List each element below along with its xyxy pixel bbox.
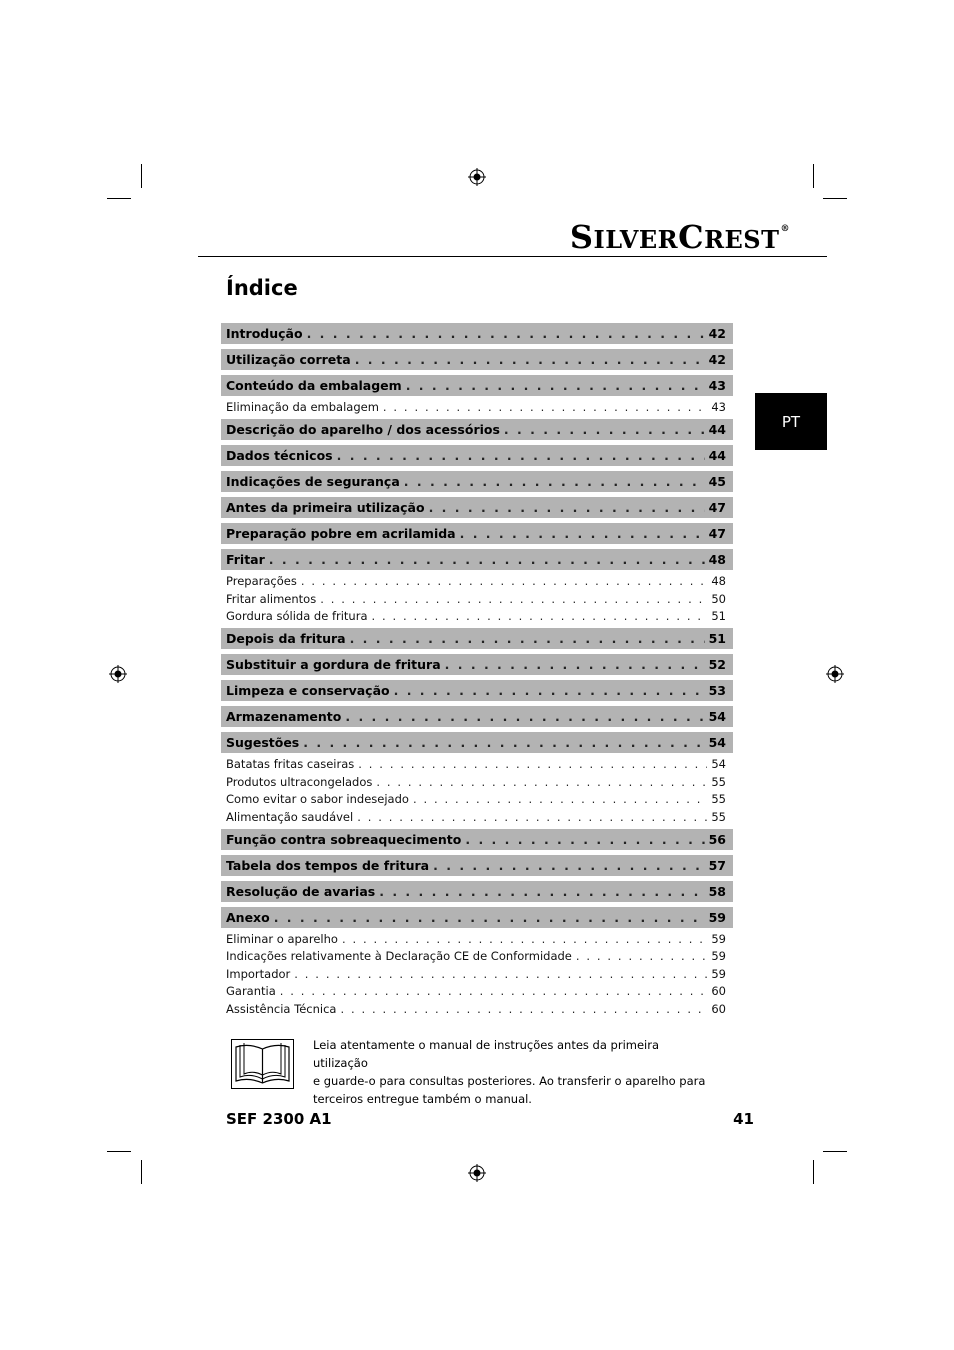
toc-label: Antes da primeira utilização xyxy=(226,500,425,515)
toc-section-row xyxy=(221,445,733,466)
toc-leader-dots xyxy=(465,832,704,847)
toc-section-row xyxy=(221,680,733,701)
toc-leader-dots xyxy=(340,1002,707,1016)
toc-page-number: 43 xyxy=(711,400,726,414)
toc-page-number: 48 xyxy=(711,574,726,588)
registration-mark-icon xyxy=(109,665,127,683)
toc-page-number: 44 xyxy=(708,422,726,437)
toc-page-number: 42 xyxy=(708,326,726,341)
toc-section-row xyxy=(221,471,733,492)
toc-page-number: 42 xyxy=(708,352,726,367)
toc-leader-dots xyxy=(345,709,704,724)
toc-label: Eliminar o aparelho xyxy=(226,931,338,946)
toc-leader-dots xyxy=(357,810,707,824)
toc-leader-dots xyxy=(576,949,707,963)
toc-page-number: 59 xyxy=(711,931,726,946)
toc-label: Sugestões xyxy=(226,735,300,750)
language-tab-label: PT xyxy=(781,412,801,431)
header-rule xyxy=(198,256,827,257)
toc-page-number: 60 xyxy=(711,984,726,998)
toc-subsection-row xyxy=(221,966,733,982)
crop-mark xyxy=(141,164,142,188)
toc-page-number: 47 xyxy=(708,526,726,541)
toc-leader-dots xyxy=(294,967,707,981)
crop-mark xyxy=(823,1151,847,1152)
toc-section-row xyxy=(221,706,733,727)
toc-subsection-row xyxy=(221,608,733,624)
registration-mark-icon xyxy=(468,1164,486,1182)
toc-leader-dots xyxy=(280,984,708,998)
open-book-icon xyxy=(231,1039,294,1089)
toc-label: Resolução de avarias xyxy=(226,883,376,899)
page-title: Índice xyxy=(226,276,298,300)
toc-page-number: 58 xyxy=(708,883,726,899)
toc-leader-dots xyxy=(394,683,705,698)
toc-section-row xyxy=(221,907,733,928)
toc-leader-dots xyxy=(355,352,705,367)
toc-subsection-row xyxy=(221,399,733,415)
toc-subsection-row xyxy=(221,1001,733,1017)
registration-mark-icon xyxy=(826,665,844,683)
toc-page-number: 55 xyxy=(711,809,726,824)
instruction-note xyxy=(313,1036,713,1108)
registration-mark-icon xyxy=(468,168,486,186)
toc-section-row xyxy=(221,829,733,850)
toc-leader-dots xyxy=(320,592,707,606)
toc-label: Importador xyxy=(226,966,291,981)
toc-section-row xyxy=(221,349,733,370)
toc-label: Fritar alimentos xyxy=(226,591,317,606)
toc-page-number: 47 xyxy=(708,500,726,515)
toc-label: Assistência Técnica xyxy=(226,1001,337,1016)
toc-label: Preparações xyxy=(226,574,297,588)
toc-label: Utilização correta xyxy=(226,352,351,367)
toc-subsection-row xyxy=(221,774,733,790)
toc-label: Conteúdo da embalagem xyxy=(226,378,402,393)
toc-subsection-row xyxy=(221,591,733,607)
toc-leader-dots xyxy=(460,526,705,541)
toc-leader-dots xyxy=(274,910,705,925)
toc-section-row xyxy=(221,323,733,344)
toc-leader-dots xyxy=(358,757,707,771)
toc-label: Introdução xyxy=(226,326,303,341)
toc-page-number: 54 xyxy=(708,709,726,724)
toc-leader-dots xyxy=(445,657,705,672)
toc-label: Produtos ultracongelados xyxy=(226,774,373,789)
crop-mark xyxy=(141,1160,142,1184)
toc-page-number: 52 xyxy=(708,657,726,672)
toc-page-number: 53 xyxy=(708,683,726,698)
toc-leader-dots xyxy=(504,422,705,437)
toc-leader-dots xyxy=(429,500,705,515)
toc-label: Indicações de segurança xyxy=(226,474,400,489)
toc-leader-dots xyxy=(269,552,705,567)
toc-label: Descrição do aparelho / dos acessórios xyxy=(226,422,500,437)
toc-page-number: 59 xyxy=(711,949,726,963)
toc-page-number: 55 xyxy=(711,774,726,789)
toc-label: Garantia xyxy=(226,984,276,998)
toc-label: Dados técnicos xyxy=(226,448,333,463)
toc-leader-dots xyxy=(413,792,707,806)
toc-page-number: 51 xyxy=(711,609,726,623)
toc-section-row xyxy=(221,375,733,396)
toc-page-number: 43 xyxy=(708,378,726,393)
toc-label: Gordura sólida de fritura xyxy=(226,609,368,623)
toc-section-row xyxy=(221,419,733,440)
toc-leader-dots xyxy=(404,474,705,489)
toc-section-row xyxy=(221,549,733,570)
toc-subsection-row xyxy=(221,983,733,999)
toc-label: Tabela dos tempos de fritura xyxy=(226,857,430,873)
toc-page-number: 57 xyxy=(708,857,726,873)
toc-label: Função contra sobreaquecimento xyxy=(226,831,462,847)
toc-label: Substituir a gordura de fritura xyxy=(226,657,441,672)
toc-page-number: 59 xyxy=(708,909,726,925)
toc-section-row xyxy=(221,628,733,649)
toc-leader-dots xyxy=(406,378,705,393)
toc-page-number: 54 xyxy=(711,757,726,771)
toc-page-number: 45 xyxy=(708,474,726,489)
toc-label: Fritar xyxy=(226,552,265,567)
toc-leader-dots xyxy=(301,574,708,588)
toc-label: Limpeza e conservação xyxy=(226,683,390,698)
toc-label: Alimentação saudável xyxy=(226,809,354,824)
toc-page-number: 51 xyxy=(708,631,726,646)
toc-page-number: 48 xyxy=(708,552,726,567)
toc-subsection-row xyxy=(221,756,733,772)
crop-mark xyxy=(813,164,814,188)
toc-subsection-row xyxy=(221,948,733,964)
toc-leader-dots xyxy=(379,884,704,899)
toc-label: Armazenamento xyxy=(226,709,342,724)
toc-section-row xyxy=(221,732,733,753)
toc-label: Depois da fritura xyxy=(226,631,346,646)
toc-page-number: 55 xyxy=(711,792,726,806)
toc-leader-dots xyxy=(372,609,708,623)
language-tab xyxy=(755,393,827,450)
crop-mark xyxy=(107,198,131,199)
toc-section-row xyxy=(221,523,733,544)
toc-leader-dots xyxy=(376,775,707,789)
toc-page-number: 59 xyxy=(711,966,726,981)
toc-page-number: 44 xyxy=(708,448,726,463)
toc-section-row xyxy=(221,881,733,902)
toc-subsection-row xyxy=(221,573,733,589)
toc-label: Eliminação da embalagem xyxy=(226,400,379,414)
toc-label: Anexo xyxy=(226,909,270,925)
page-number: 41 xyxy=(733,1110,754,1128)
toc-page-number: 54 xyxy=(708,735,726,750)
toc-leader-dots xyxy=(433,858,704,873)
toc-label: Batatas fritas caseiras xyxy=(226,757,355,771)
toc-section-row xyxy=(221,654,733,675)
toc-section-row xyxy=(221,497,733,518)
note-line: terceiros entregue também o manual. xyxy=(313,1092,532,1106)
toc-leader-dots xyxy=(337,448,705,463)
note-line: Leia atentamente o manual de instruções antes da primeira utilização xyxy=(313,1038,660,1070)
toc-label: Como evitar o sabor indesejado xyxy=(226,792,409,806)
toc-subsection-row xyxy=(221,791,733,807)
toc-page-number: 50 xyxy=(711,591,726,606)
toc-label: Indicações relativamente à Declaração CE de Conformidade xyxy=(226,949,572,963)
toc-label: Preparação pobre em acrilamida xyxy=(226,526,456,541)
crop-mark xyxy=(107,1151,131,1152)
toc-leader-dots xyxy=(307,326,705,341)
crop-mark xyxy=(823,198,847,199)
model-number: SEF 2300 A1 xyxy=(226,1110,332,1128)
toc-leader-dots xyxy=(342,932,707,946)
toc-section-row xyxy=(221,855,733,876)
toc-page-number: 60 xyxy=(711,1001,726,1016)
toc-subsection-row xyxy=(221,931,733,947)
crop-mark xyxy=(813,1160,814,1184)
toc-leader-dots xyxy=(383,400,707,414)
toc-subsection-row xyxy=(221,809,733,825)
toc-leader-dots xyxy=(350,631,705,646)
toc-leader-dots xyxy=(303,735,704,750)
brand-logo: SILVERCREST® xyxy=(569,218,790,256)
toc-page-number: 56 xyxy=(708,831,726,847)
note-line: e guarde-o para consultas posteriores. Ao transferir o aparelho para xyxy=(313,1074,706,1088)
